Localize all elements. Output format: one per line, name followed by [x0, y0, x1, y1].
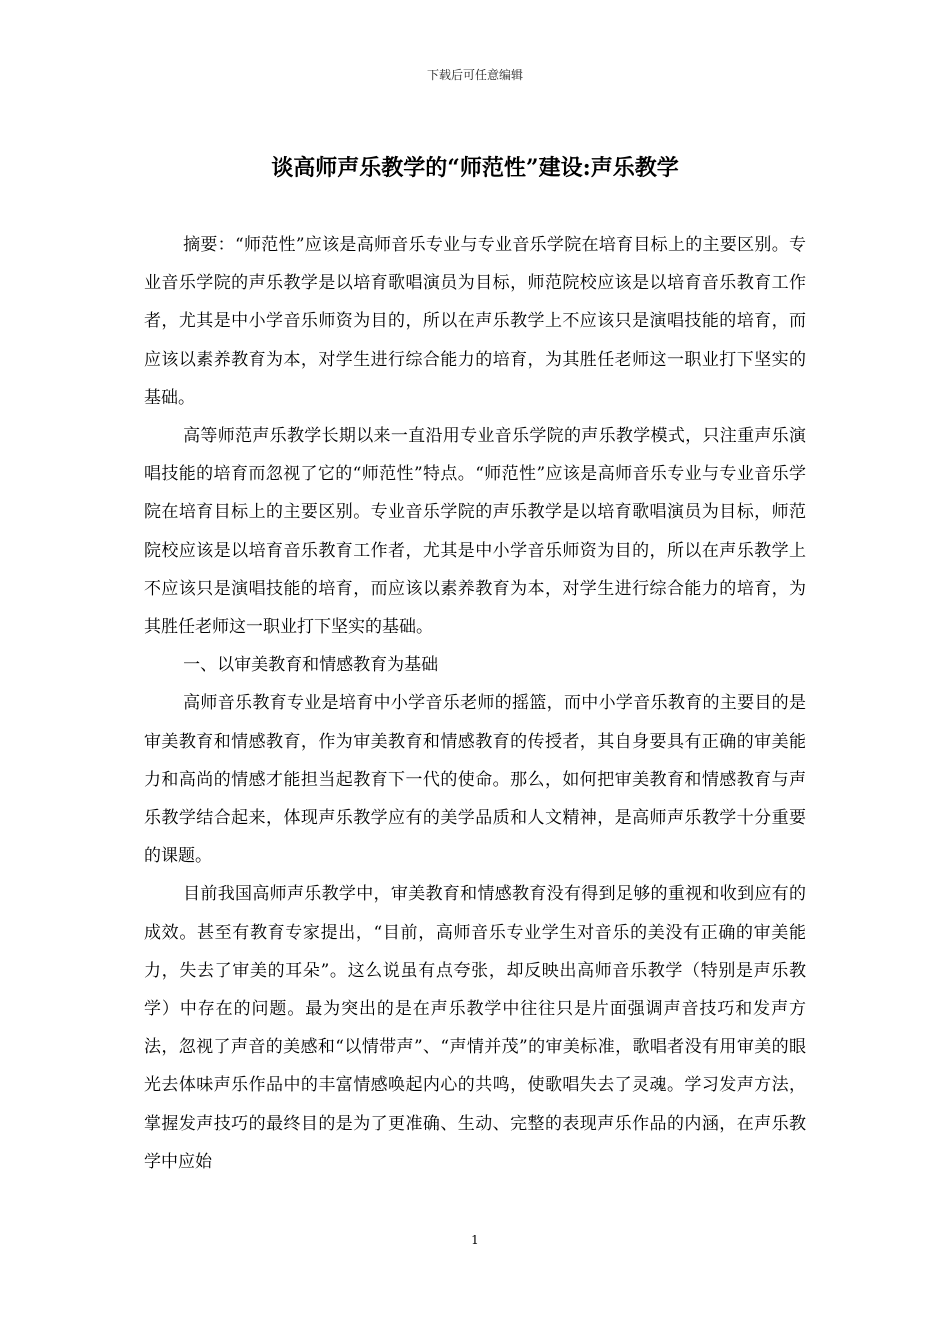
body-paragraph: 目前我国高师声乐教学中，审美教育和情感教育没有得到足够的重视和收到应有的成效。甚至有教育专家提出，“目前，高师音乐专业学生对音乐的美没有正确的审美能力，失去了审美的耳朵”。这么说虽有点夸张，却反映出高师音乐教学（特别是声乐教学）中存在的问题。最为突出的是在声乐教学中往往只是片面强调声音技巧和发声方法，忽视了声音的美感和“以情带声”、“声情并茂”的审美标准，歌唱者没有用审美的眼光去体味声乐作品中的丰富情感唤起内心的共鸣，使歌唱失去了灵魂。学习发声方法，掌握发声技巧的最终目的是为了更准确、生动、完整的表现声乐作品的内涵，在声乐教学中应始	[144, 884, 806, 1172]
section-heading: 一、以审美教育和情感教育为基础	[183, 655, 439, 676]
abstract-paragraph: 摘要：“师范性”应该是高师音乐专业与专业音乐学院在培育目标上的主要区别。专业音乐学院的声乐教学是以培育歌唱演员为目标，师范院校应该是以培育音乐教育工作者，尤其是中小学音乐师资为目的，所以在声乐教学上不应该只是演唱技能的培育，而应该以素养教育为本，对学生进行综合能力的培育，为其胜任老师这一职业打下坚实的基础。	[144, 235, 806, 408]
body-paragraph: 高师音乐教育专业是培育中小学音乐老师的摇篮，而中小学音乐教育的主要目的是审美教育和情感教育，作为审美教育和情感教育的传授者，其自身要具有正确的审美能力和高尚的情感才能担当起教育下一代的使命。那么，如何把审美教育和情感教育与声乐教学结合起来，体现声乐教学应有的美学品质和人文精神，是高师声乐教学十分重要的课题。	[144, 693, 806, 867]
document-title: 谈高师声乐教学的“师范性”建设:声乐教学	[271, 155, 679, 181]
page-number: 1	[471, 1233, 479, 1247]
body-paragraph: 高等师范声乐教学长期以来一直沿用专业音乐学院的声乐教学模式，只注重声乐演唱技能的培育而忽视了它的“师范性”特点。“师范性”应该是高师音乐专业与专业音乐学院在培育目标上的主要区别。专业音乐学院的声乐教学是以培育歌唱演员为目标，师范院校应该是以培育音乐教育工作者，尤其是中小学音乐师资为目的，所以在声乐教学上不应该只是演唱技能的培育，而应该以素养教育为本，对学生进行综合能力的培育，为其胜任老师这一职业打下坚实的基础。	[144, 426, 806, 638]
page-header: 下载后可任意编辑	[426, 68, 523, 82]
document-body	[144, 226, 806, 1181]
